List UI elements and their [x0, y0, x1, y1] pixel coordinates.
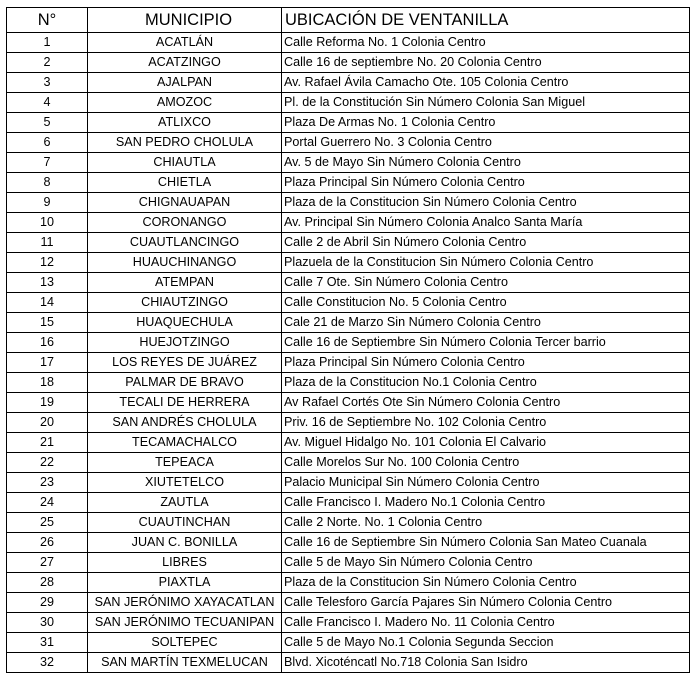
ubicacion-cell: Priv. 16 de Septiembre No. 102 Colonia Centro — [282, 413, 690, 433]
table-row — [7, 633, 690, 653]
ubicacion-cell: Av. Principal Sin Número Colonia Analco Santa María — [282, 213, 690, 233]
table-row — [7, 293, 690, 313]
table-row — [7, 173, 690, 193]
municipio-cell: HUAUCHINANGO — [88, 253, 282, 273]
municipio-cell: SAN JERÓNIMO TECUANIPAN — [88, 613, 282, 633]
table-row — [7, 653, 690, 673]
row-number-cell: 1 — [7, 33, 88, 53]
row-number-cell: 7 — [7, 153, 88, 173]
table-row — [7, 473, 690, 493]
table-row — [7, 313, 690, 333]
row-number-cell: 6 — [7, 133, 88, 153]
ubicacion-cell: Palacio Municipal Sin Número Colonia Centro — [282, 473, 690, 493]
municipio-cell: AJALPAN — [88, 73, 282, 93]
ubicacion-cell: Calle Reforma No. 1 Colonia Centro — [282, 33, 690, 53]
row-number-cell: 13 — [7, 273, 88, 293]
municipio-cell: SAN ANDRÉS CHOLULA — [88, 413, 282, 433]
ubicacion-cell: Av. 5 de Mayo Sin Número Colonia Centro — [282, 153, 690, 173]
table-header — [7, 8, 690, 33]
row-number-cell: 16 — [7, 333, 88, 353]
table-row — [7, 273, 690, 293]
header-row — [7, 8, 690, 33]
row-number-cell: 31 — [7, 633, 88, 653]
municipio-cell: ATLIXCO — [88, 113, 282, 133]
ubicacion-cell: Calle 7 Ote. Sin Número Colonia Centro — [282, 273, 690, 293]
table-row — [7, 573, 690, 593]
municipio-cell: CHIAUTZINGO — [88, 293, 282, 313]
row-number-cell: 25 — [7, 513, 88, 533]
ubicacion-cell: Calle 2 de Abril Sin Número Colonia Centro — [282, 233, 690, 253]
table-row — [7, 453, 690, 473]
municipio-cell: CHIGNAUAPAN — [88, 193, 282, 213]
row-number-cell: 32 — [7, 653, 88, 673]
column-header-ubicacion: UBICACIÓN DE VENTANILLA — [282, 8, 690, 33]
ubicacion-cell: Calle Telesforo García Pajares Sin Número Colonia Centro — [282, 593, 690, 613]
row-number-cell: 30 — [7, 613, 88, 633]
row-number-cell: 22 — [7, 453, 88, 473]
municipio-cell: SOLTEPEC — [88, 633, 282, 653]
table-row — [7, 253, 690, 273]
table-row — [7, 533, 690, 553]
row-number-cell: 26 — [7, 533, 88, 553]
table-row — [7, 73, 690, 93]
table-row — [7, 393, 690, 413]
municipio-cell: TEPEACA — [88, 453, 282, 473]
table-row — [7, 593, 690, 613]
municipio-cell: ZAUTLA — [88, 493, 282, 513]
row-number-cell: 14 — [7, 293, 88, 313]
row-number-cell: 11 — [7, 233, 88, 253]
row-number-cell: 18 — [7, 373, 88, 393]
municipio-cell: CHIETLA — [88, 173, 282, 193]
ubicacion-cell: Plaza De Armas No. 1 Colonia Centro — [282, 113, 690, 133]
table-row — [7, 433, 690, 453]
column-header-number: N° — [7, 8, 88, 33]
row-number-cell: 24 — [7, 493, 88, 513]
municipio-cell: LOS REYES DE JUÁREZ — [88, 353, 282, 373]
row-number-cell: 3 — [7, 73, 88, 93]
table-row — [7, 133, 690, 153]
municipio-cell: LIBRES — [88, 553, 282, 573]
municipio-cell: HUAQUECHULA — [88, 313, 282, 333]
row-number-cell: 4 — [7, 93, 88, 113]
table-row — [7, 333, 690, 353]
table-row — [7, 553, 690, 573]
table-row — [7, 113, 690, 133]
ubicacion-cell: Calle 5 de Mayo Sin Número Colonia Centro — [282, 553, 690, 573]
municipio-cell: SAN PEDRO CHOLULA — [88, 133, 282, 153]
municipio-cell: SAN MARTÍN TEXMELUCAN — [88, 653, 282, 673]
municipio-cell: XIUTETELCO — [88, 473, 282, 493]
ubicacion-cell: Plaza Principal Sin Número Colonia Centro — [282, 353, 690, 373]
ubicacion-cell: Blvd. Xicoténcatl No.718 Colonia San Isidro — [282, 653, 690, 673]
table-row — [7, 373, 690, 393]
table-row — [7, 213, 690, 233]
ubicacion-cell: Plaza de la Constitucion No.1 Colonia Centro — [282, 373, 690, 393]
municipio-cell: TECAMACHALCO — [88, 433, 282, 453]
municipio-cell: CHIAUTLA — [88, 153, 282, 173]
row-number-cell: 17 — [7, 353, 88, 373]
table-row — [7, 53, 690, 73]
column-header-municipio: MUNICIPIO — [88, 8, 282, 33]
ubicacion-cell: Plaza Principal Sin Número Colonia Centro — [282, 173, 690, 193]
row-number-cell: 19 — [7, 393, 88, 413]
municipio-cell: ACATLÁN — [88, 33, 282, 53]
table-row — [7, 33, 690, 53]
municipio-cell: JUAN C. BONILLA — [88, 533, 282, 553]
ubicacion-cell: Cale 21 de Marzo Sin Número Colonia Centro — [282, 313, 690, 333]
row-number-cell: 28 — [7, 573, 88, 593]
table-row — [7, 93, 690, 113]
ubicacion-cell: Calle Francisco I. Madero No. 11 Colonia Centro — [282, 613, 690, 633]
row-number-cell: 2 — [7, 53, 88, 73]
ventanillas-table — [6, 7, 690, 673]
ubicacion-cell: Calle Francisco I. Madero No.1 Colonia Centro — [282, 493, 690, 513]
table-row — [7, 493, 690, 513]
table-row — [7, 193, 690, 213]
municipio-cell: ACATZINGO — [88, 53, 282, 73]
ubicacion-cell: Av. Rafael Ávila Camacho Ote. 105 Colonia Centro — [282, 73, 690, 93]
municipio-cell: TECALI DE HERRERA — [88, 393, 282, 413]
ubicacion-cell: Av. Miguel Hidalgo No. 101 Colonia El Calvario — [282, 433, 690, 453]
row-number-cell: 23 — [7, 473, 88, 493]
row-number-cell: 9 — [7, 193, 88, 213]
row-number-cell: 5 — [7, 113, 88, 133]
municipio-cell: SAN JERÓNIMO XAYACATLAN — [88, 593, 282, 613]
ubicacion-cell: Portal Guerrero No. 3 Colonia Centro — [282, 133, 690, 153]
row-number-cell: 15 — [7, 313, 88, 333]
ubicacion-cell: Calle 16 de Septiembre Sin Número Colonia Tercer barrio — [282, 333, 690, 353]
ubicacion-cell: Calle 2 Norte. No. 1 Colonia Centro — [282, 513, 690, 533]
table-row — [7, 353, 690, 373]
ubicacion-cell: Plazuela de la Constitucion Sin Número Colonia Centro — [282, 253, 690, 273]
ubicacion-cell: Calle 5 de Mayo No.1 Colonia Segunda Seccion — [282, 633, 690, 653]
municipio-cell: ATEMPAN — [88, 273, 282, 293]
table-row — [7, 153, 690, 173]
municipio-cell: PALMAR DE BRAVO — [88, 373, 282, 393]
ubicacion-cell: Av Rafael Cortés Ote Sin Número Colonia Centro — [282, 393, 690, 413]
municipio-cell: CUAUTLANCINGO — [88, 233, 282, 253]
municipio-cell: CUAUTINCHAN — [88, 513, 282, 533]
row-number-cell: 27 — [7, 553, 88, 573]
municipio-cell: HUEJOTZINGO — [88, 333, 282, 353]
row-number-cell: 20 — [7, 413, 88, 433]
table-body — [7, 33, 690, 673]
row-number-cell: 10 — [7, 213, 88, 233]
ubicacion-cell: Calle 16 de Septiembre Sin Número Colonia San Mateo Cuanala — [282, 533, 690, 553]
ubicacion-cell: Pl. de la Constitución Sin Número Colonia San Miguel — [282, 93, 690, 113]
municipio-cell: AMOZOC — [88, 93, 282, 113]
ubicacion-cell: Plaza de la Constitucion Sin Número Colonia Centro — [282, 193, 690, 213]
municipio-cell: PIAXTLA — [88, 573, 282, 593]
row-number-cell: 21 — [7, 433, 88, 453]
table-row — [7, 613, 690, 633]
table-row — [7, 413, 690, 433]
ubicacion-cell: Calle Constitucion No. 5 Colonia Centro — [282, 293, 690, 313]
row-number-cell: 29 — [7, 593, 88, 613]
row-number-cell: 8 — [7, 173, 88, 193]
row-number-cell: 12 — [7, 253, 88, 273]
ubicacion-cell: Calle 16 de septiembre No. 20 Colonia Centro — [282, 53, 690, 73]
municipio-cell: CORONANGO — [88, 213, 282, 233]
ubicacion-cell: Plaza de la Constitucion Sin Número Colonia Centro — [282, 573, 690, 593]
ubicacion-cell: Calle Morelos Sur No. 100 Colonia Centro — [282, 453, 690, 473]
table-row — [7, 513, 690, 533]
table-row — [7, 233, 690, 253]
